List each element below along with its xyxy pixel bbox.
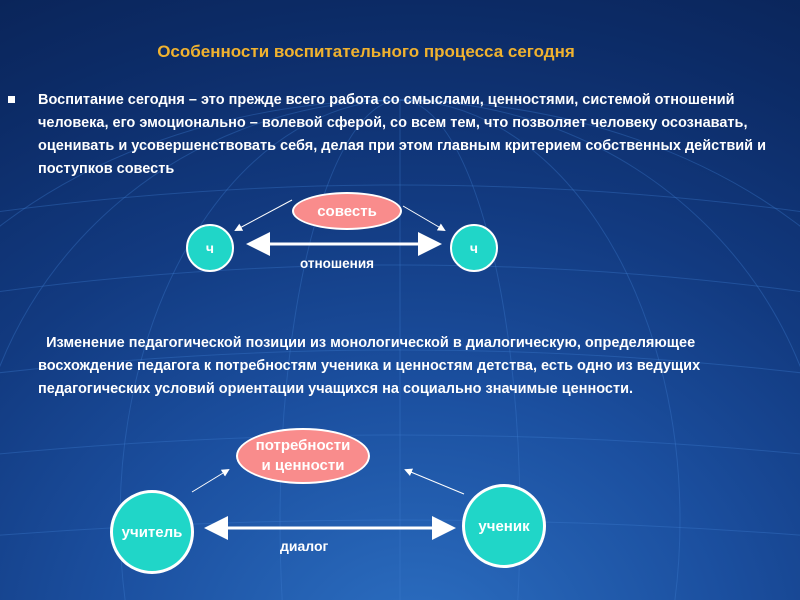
teacher-label: учитель	[121, 523, 183, 541]
paragraph-pedagogical-position	[38, 332, 738, 401]
person-right-label: ч	[469, 240, 479, 256]
arrow-teacher-to-needs	[192, 470, 228, 492]
person-left-circle	[186, 224, 234, 272]
person-right-circle	[450, 224, 498, 272]
arrow-conscience-to-left	[236, 200, 292, 230]
arrow-conscience-to-right	[403, 206, 444, 230]
needs-values-oval	[236, 428, 370, 484]
arrow-needs-to-student	[406, 470, 464, 494]
person-left-label: ч	[205, 240, 215, 256]
dialogue-label: диалог	[280, 538, 329, 554]
paragraph-upbringing: Воспитание сегодня – это прежде всего работа со смыслами, ценностями, системой отношений человека, его эмоционально – волевой сферой, со всем тем, что позволяет человеку осознавать, оценивать и усовершенствовать себя, делая при этом главным критерием собственных действий и поступков совесть	[38, 92, 767, 177]
slide-title: Особенности воспитательного процесса сегодня	[157, 42, 575, 61]
student-label: ученик	[478, 517, 530, 535]
conscience-oval	[292, 192, 402, 230]
needs-line2: и ценности	[261, 457, 345, 474]
paragraph-pedagogical-position-text: Изменение педагогической позиции из монологической в диалогическую, определяющее восхождение педагога к потребностям ученика и ценностям детства, есть одно из ведущих педагогических условий ориентации учащихся на социально значимые ценности.	[38, 335, 701, 397]
relations-label: отношения	[300, 256, 375, 271]
teacher-circle	[110, 490, 194, 574]
student-circle	[462, 484, 546, 568]
needs-line1: потребности	[255, 437, 351, 454]
conscience-label: совесть	[317, 202, 377, 220]
